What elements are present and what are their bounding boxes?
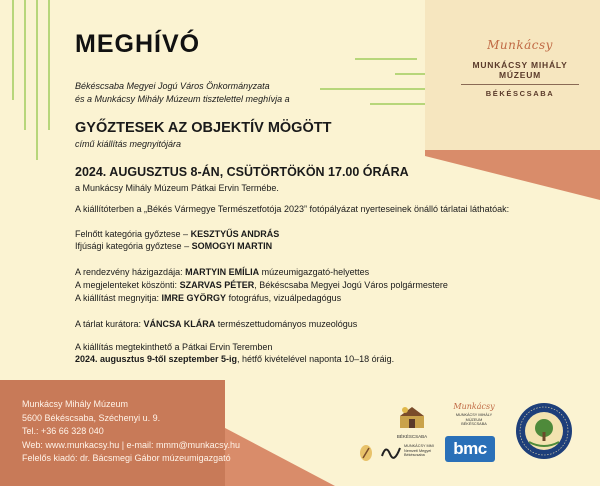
date-range: 2024. augusztus 9-től szeptember 5-ig (75, 354, 238, 364)
footer-org: Munkácsy Mihály Múzeum (22, 399, 129, 409)
small-logo-signature: Munkácsy (453, 402, 495, 411)
role-title: , Békéscsaba Megyei Jogú Város polgármestere (254, 280, 448, 290)
association-seal (515, 402, 573, 465)
ministry-logo (380, 442, 435, 460)
viewing-dates (75, 353, 563, 366)
logo-signature: Munkácsy (487, 38, 553, 52)
role-title: fotográfus, vizuálpedagógus (226, 293, 342, 303)
description-paragraph: A kiállítóterben a „Békés Vármegye Természetfotója 2023” fotópályázat nyerteseinek önálló tárlatai láthatóak: (75, 204, 510, 214)
small-logo-city: BÉKÉSCSABA (461, 422, 487, 426)
winner-youth (75, 240, 563, 253)
winner-adult (75, 228, 563, 241)
signature-mark-icon (380, 442, 402, 460)
logo-name: MUNKÁCSY MIHÁLY MÚZEUM (472, 60, 568, 80)
winner-label: Ifjúsági kategória győztese – (75, 241, 192, 251)
bekescsaba-logo (392, 404, 432, 440)
opening-line (75, 292, 563, 305)
winner-name: KESZTYŰS ANDRÁS (190, 229, 280, 239)
decor-line (12, 0, 14, 100)
host-line (75, 266, 563, 279)
small-logo-name: MUNKÁCSY MIHÁLY MÚZEUM (455, 413, 493, 422)
seal-icon (515, 402, 573, 460)
ministry-line: MUNKÁCSY MMI (404, 444, 434, 448)
exhibition-subtitle: című kiállítás megnyitójára (75, 139, 182, 149)
decor-line (24, 0, 26, 130)
person-name: MARTYIN EMÍLIA (185, 267, 260, 277)
feather-logo (358, 444, 374, 467)
intro-line: és a Munkácsy Mihály Múzeum tisztelettel meghívja a (75, 94, 290, 104)
bmc-text: bmc (453, 439, 487, 458)
person-name: VÁNCSA KLÁRA (143, 319, 216, 329)
decor-line (355, 58, 417, 60)
footer-phone: Tel.: +36 66 328 040 (22, 426, 104, 436)
logo-divider (461, 84, 579, 85)
bmc-logo (445, 436, 495, 462)
decor-line (320, 88, 425, 90)
decor-line (370, 103, 425, 105)
city-logo-label: BÉKÉSCSABA (396, 434, 428, 439)
partner-logos (350, 400, 590, 475)
decor-line (395, 73, 425, 75)
intro-line: Békéscsaba Megyei Jogú Város Önkormányzata (75, 81, 270, 91)
footer-contact (22, 398, 240, 466)
role-label: A kiállítást megnyitja: (75, 293, 162, 303)
city-crest-icon (397, 404, 427, 430)
role-title: természettudományos muzeológus (215, 319, 358, 329)
ministry-line: Nemzeti Megyei (404, 448, 432, 453)
role-label: A megjelenteket köszönti: (75, 280, 180, 290)
viewing-info: A kiállítás megtekinthető a Pátkai Ervin Teremben (75, 342, 273, 352)
page-title: MEGHÍVÓ (75, 30, 201, 58)
footer-web[interactable]: Web: www.munkacsy.hu | e-mail: mmm@munkacsy.hu (22, 439, 241, 450)
museum-logo (455, 38, 585, 98)
person-name: IMRE GYÖRGY (161, 293, 227, 303)
logo-city: BÉKÉSCSABA (485, 89, 555, 98)
quill-icon (358, 444, 374, 462)
person-name: SZARVAS PÉTER (179, 280, 255, 290)
curator-line (75, 318, 563, 331)
event-venue: a Munkácsy Mihály Múzeum Pátkai Ervin Termébe. (75, 183, 279, 193)
ministry-text (404, 442, 435, 458)
footer-publisher: Felelős kiadó: dr. Bácsmegi Gábor múzeumigazgató (22, 453, 231, 463)
footer-address: 5600 Békéscsaba, Széchenyi u. 9. (22, 412, 161, 423)
ministry-line: Békéscsaba (404, 453, 425, 457)
decor-line (48, 0, 50, 130)
greeting-line (75, 279, 563, 292)
exhibition-title: GYŐZTESEK AZ OBJEKTÍV MÖGÖTT (75, 120, 332, 136)
role-title: múzeumigazgató-helyettes (259, 267, 370, 277)
intro-text (75, 80, 290, 106)
role-label: A tárlat kurátora: (75, 319, 144, 329)
opening-hours: , hétfő kivételével naponta 10–18 óráig. (237, 354, 395, 364)
decor-line (36, 0, 38, 160)
museum-logo-small (448, 402, 500, 427)
role-label: A rendezvény házigazdája: (75, 267, 186, 277)
event-date: 2024. AUGUSZTUS 8-ÁN, CSÜTÖRTÖKÖN 17.00 ÓRÁRA (75, 165, 409, 179)
winner-name: SOMOGYI MARTIN (191, 241, 273, 251)
winner-label: Felnőtt kategória győztese – (75, 229, 191, 239)
